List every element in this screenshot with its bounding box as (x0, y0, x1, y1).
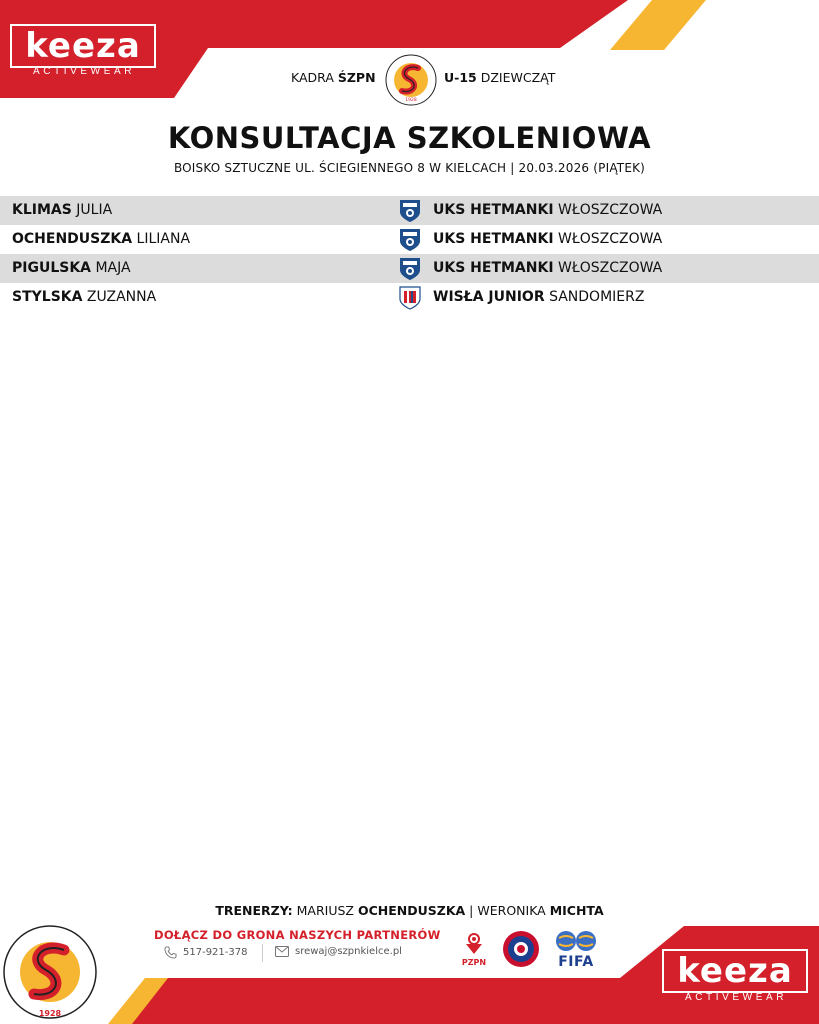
pzpn-label: PZPN (461, 958, 487, 967)
club-name: UKS HETMANKI WŁOSZCZOWA (433, 231, 663, 247)
club-name: WISŁA JUNIOR SANDOMIERZ (433, 289, 645, 305)
club-name: UKS HETMANKI WŁOSZCZOWA (433, 260, 663, 276)
phone-icon (164, 946, 177, 959)
player-name: KLIMAS JULIA (12, 202, 113, 218)
keeza-logo: keeza (10, 24, 156, 68)
player-row (0, 283, 819, 312)
fifa-globes-icon (555, 930, 597, 952)
club-name: UKS HETMANKI WŁOSZCZOWA (433, 202, 663, 218)
hetmanki-crest-icon (398, 256, 422, 281)
page-title: KONSULTACJA SZKOLENIOWA (167, 121, 652, 155)
contact-email[interactable] (275, 946, 402, 957)
partners-heading: DOŁĄCZ DO GRONA NASZYCH PARTNERÓW (154, 928, 441, 942)
hetmanki-crest-icon (398, 198, 422, 223)
player-row (0, 254, 819, 283)
phone-number: 517-921-378 (183, 947, 248, 958)
keeza-logo-subtext: ACTIVEWEAR (32, 66, 136, 77)
keeza-logo-footer: keeza (662, 949, 808, 993)
player-name: PIGULSKA MAJA (12, 260, 131, 276)
mail-icon (275, 946, 289, 957)
player-name: STYLSKA ZUZANNA (12, 289, 157, 305)
keeza-logo-footer-subtext: ACTIVEWEAR (684, 992, 788, 1003)
player-row (0, 196, 819, 225)
team-label: KADRA ŚZPN (291, 70, 376, 85)
uefa-badge-icon (502, 930, 540, 968)
player-name: OCHENDUSZKA LILIANA (12, 231, 191, 247)
contact-divider (262, 944, 263, 962)
email-address: srewaj@szpnkielce.pl (295, 946, 402, 957)
crest-year: 1928 (405, 98, 417, 103)
pzpn-logo (460, 930, 488, 967)
coaches-line: TRENERZY: MARIUSZ OCHENDUSZKA | WERONIKA MICHTA (215, 903, 604, 918)
hetmanki-crest-icon (398, 227, 422, 252)
age-group-label: U-15 DZIEWCZĄT (444, 70, 556, 85)
fifa-logo (554, 930, 598, 970)
contact-phone[interactable] (164, 946, 247, 959)
event-location-date: BOISKO SZTUCZNE UL. ŚCIEGIENNEGO 8 W KIELCACH | 20.03.2026 (PIĄTEK) (173, 161, 646, 175)
pzpn-eagle-icon (461, 930, 487, 956)
uefa-logo (502, 930, 540, 970)
crest-year: 1928 (38, 1009, 62, 1018)
szpn-crest-icon (385, 54, 437, 106)
szpn-crest-large-icon (2, 920, 98, 1024)
player-roster (0, 196, 819, 312)
fifa-label: FIFA (558, 954, 594, 970)
wisla-crest-icon (398, 285, 422, 310)
player-row (0, 225, 819, 254)
